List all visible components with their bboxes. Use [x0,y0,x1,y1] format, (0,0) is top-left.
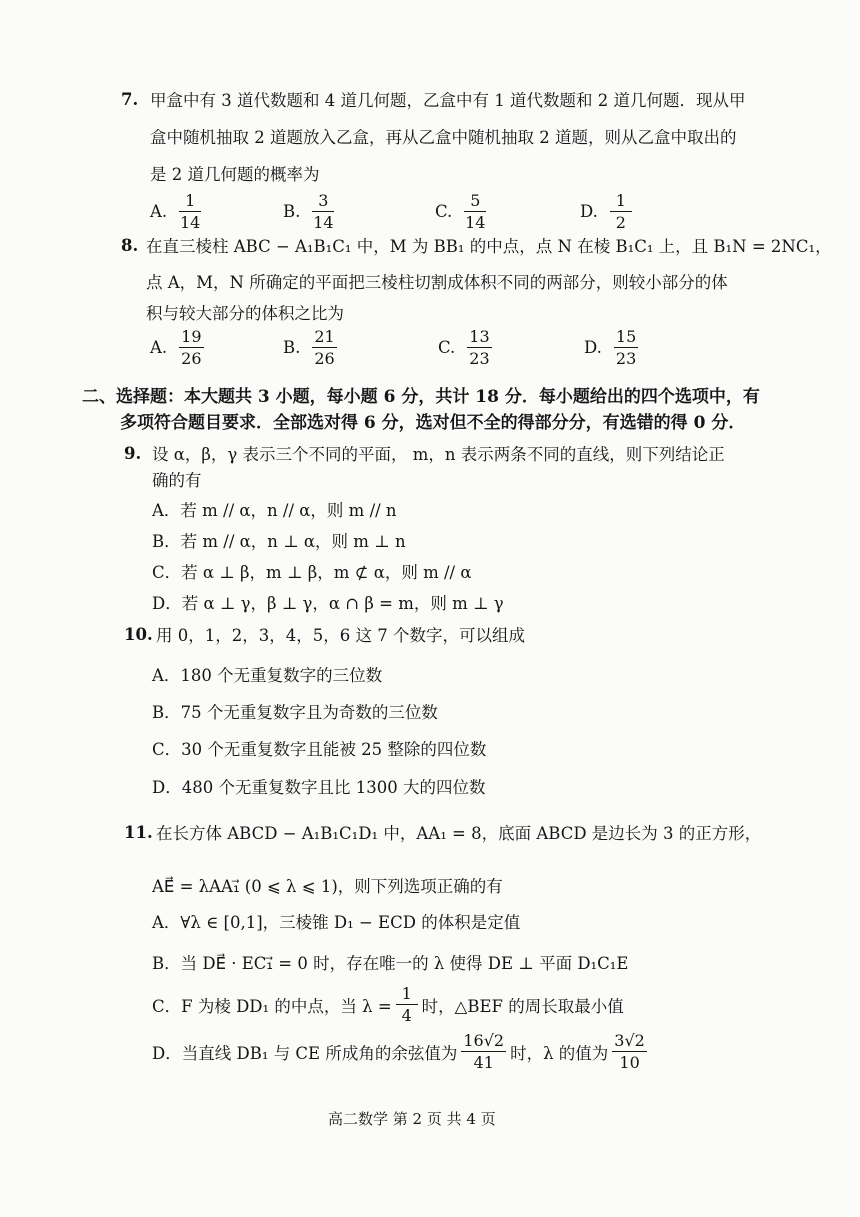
frac-denominator: 14 [465,213,486,232]
q8-option-a-fraction [179,328,203,367]
section-2-heading-line2: 多项符合题目要求．全部选对得 6 分，选对但不全的得部分分，有选错的得 0 分． [120,413,746,433]
frac-numerator: 21 [314,327,335,346]
frac-denominator: 26 [314,349,335,368]
q10-option-c: C．30 个无重复数字且能被 25 整除的四位数 [152,740,487,759]
frac-numerator: 16√2 [463,1031,505,1050]
q7-line2: 盒中随机抽取 2 道题放入乙盒，再从乙盒中随机抽取 2 道题，则从乙盒中取出的 [150,128,737,147]
q9-line1: 设 α，β，γ 表示三个不同的平面， m，n 表示两条不同的直线，则下列结论正 [152,445,725,464]
frac-numerator: 13 [469,327,490,346]
q9-option-c: C．若 α ⊥ β，m ⊥ β，m ⊄ α，则 m // α [152,563,472,582]
frac-numerator: 1 [396,985,418,1005]
q11-option-d-pre: D．当直线 DB₁ 与 CE 所成角的余弦值为 [152,1043,458,1063]
q8-option-d [584,328,638,367]
frac-numerator: 5 [464,192,486,212]
q11-option-a: A．∀λ ∈ [0,1]，三棱锥 D₁ − ECD 的体积是定值 [152,913,521,932]
q7-option-c-fraction [464,192,486,231]
q11-option-c-post: 时，△BEF 的周长取最小值 [421,996,624,1016]
frac-denominator: 26 [181,349,202,368]
q9-number: 9. [124,444,142,463]
q9-option-b: B．若 m // α，n ⊥ α，则 m ⊥ n [152,532,406,551]
frac-denominator: 14 [313,213,334,232]
frac-denominator: 10 [619,1053,640,1072]
q8-option-c-letter: C. [438,338,456,357]
q11-line2: AE⃗ = λAA₁⃗ (0 ⩽ λ ⩽ 1)，则下列选项正确的有 [152,877,503,896]
frac-numerator: 15 [615,327,637,346]
q7-option-b-fraction [312,192,334,231]
page-footer: 高二数学 第 2 页 共 4 页 [328,1110,496,1128]
q7-line1: 甲盒中有 3 道代数题和 4 道几何题，乙盒中有 1 道代数题和 2 道几何题．现从甲 [150,91,746,110]
frac-numerator: 1 [610,192,632,212]
q7-option-b-letter: B. [283,202,301,221]
q8-option-d-letter: D. [584,338,602,357]
q9-line2: 确的有 [152,471,202,490]
q7-option-a-fraction [179,192,201,231]
q11-option-c-pre: C．F 为棱 DD₁ 的中点，当 λ = [152,996,392,1016]
q8-option-c-fraction [467,328,491,367]
frac-denominator: 14 [179,213,201,232]
q7-option-c-letter: C. [435,202,453,221]
frac-numerator: 1 [179,192,201,212]
q8-line3: 积与较大部分的体积之比为 [146,304,344,323]
section-2-heading-line1: 二、选择题：本大题共 3 小题，每小题 6 分，共计 18 分．每小题给出的四个选项中，有 [82,387,760,407]
q8-option-b-fraction [312,328,336,367]
q8-option-a-letter: A. [150,338,168,357]
q7-option-b [283,192,334,231]
q8-option-b-letter: B. [283,338,301,357]
frac-numerator: 3 [312,192,334,212]
frac-denominator: 4 [401,1006,412,1025]
q8-line2: 点 A，M，N 所确定的平面把三棱柱切割成体积不同的两部分，则较小部分的体 [146,273,728,292]
q11-option-d-mid: 时，λ 的值为 [510,1043,609,1063]
frac-denominator: 23 [469,349,490,368]
q11-option-b: B．当 DE⃗ · EC₁⃗ = 0 时，存在唯一的 λ 使得 DE ⊥ 平面 D₁C₁E [152,954,629,973]
q8-option-b [283,328,337,367]
q11-option-d [152,1032,651,1071]
q8-option-c [438,328,492,367]
q9-option-a: A．若 m // α，n // α，则 m // n [152,501,397,520]
frac-numerator: 3√2 [614,1031,645,1050]
q10-number: 10. [124,625,153,644]
q10-option-d: D．480 个无重复数字且比 1300 大的四位数 [152,778,486,797]
q7-option-d-fraction [610,192,632,231]
q10-option-b: B．75 个无重复数字且为奇数的三位数 [152,703,438,722]
q11-option-c-fraction [396,985,418,1024]
q11-option-d-fraction-2 [612,1032,647,1071]
q7-option-a [150,192,201,231]
q7-option-d-letter: D. [580,202,598,221]
q11-option-c [152,985,624,1024]
q11-option-d-fraction-1 [461,1032,506,1071]
q7-option-c [435,192,486,231]
q7-option-a-letter: A. [150,202,168,221]
frac-denominator: 41 [473,1053,494,1072]
frac-denominator: 23 [615,349,637,368]
q7-option-d [580,192,632,231]
q9-option-d: D．若 α ⊥ γ，β ⊥ γ，α ∩ β = m，则 m ⊥ γ [152,594,504,613]
q7-line3: 是 2 道几何题的概率为 [150,165,320,184]
q8-option-d-fraction [614,328,638,367]
q10-option-a: A．180 个无重复数字的三位数 [152,666,383,685]
q11-line1: 在长方体 ABCD − A₁B₁C₁D₁ 中，AA₁ = 8，底面 ABCD 是边长为 3 的正方形， [156,824,762,843]
frac-denominator: 2 [615,213,626,232]
q8-line1: 在直三棱柱 ABC − A₁B₁C₁ 中，M 为 BB₁ 的中点，点 N 在棱 B₁C₁ 上，且 B₁N = 2NC₁， [146,237,832,256]
q10-line1: 用 0，1，2，3，4，5，6 这 7 个数字，可以组成 [156,626,525,645]
q11-number: 11. [124,823,153,842]
q8-number: 8. [121,236,139,255]
frac-numerator: 19 [181,327,202,346]
q7-number: 7. [121,90,139,109]
q8-option-a [150,328,204,367]
